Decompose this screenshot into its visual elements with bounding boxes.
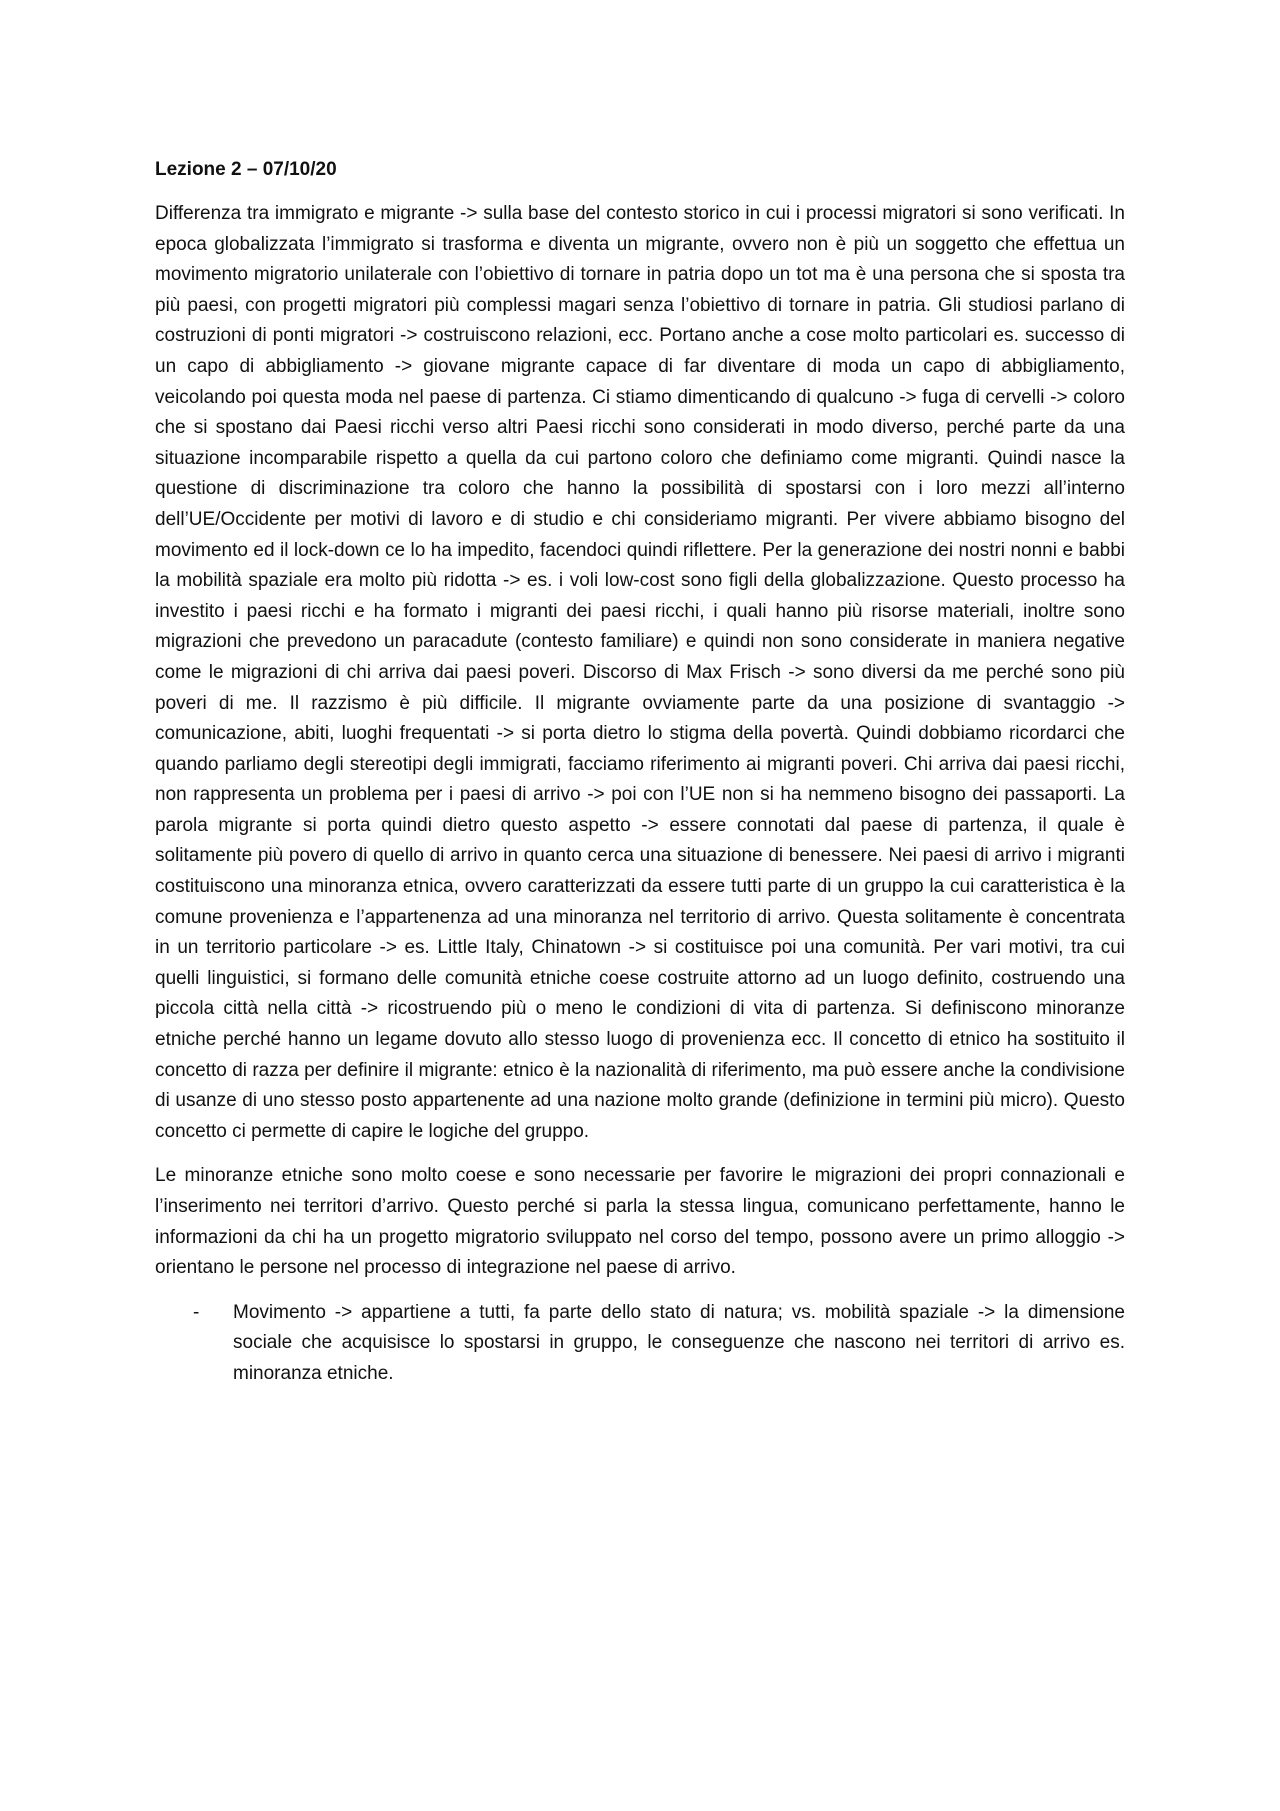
bullet-text: Movimento -> appartiene a tutti, fa parte dello stato di natura; vs. mobilità spaziale -> la dimensione sociale che acquisisce lo spostarsi in gruppo, le conseguenze che nascono nei territori di arrivo es. minoranza etniche. [233, 1301, 1125, 1384]
bullet-list [155, 1298, 1125, 1390]
paragraph-minoranze-etniche: Le minoranze etniche sono molto coese e sono necessarie per favorire le migrazioni dei propri connazionali e l’inserimento nei territori d’arrivo. Questo perché si parla la stessa lingua, comunicano perfettamente, hanno le informazioni da chi ha un progetto migratorio sviluppato nel corso del tempo, possono avere un primo alloggio -> orientano le persone nel processo di integrazione nel paese di arrivo. [155, 1165, 1125, 1279]
paragraph-immigrato-migrante: Differenza tra immigrato e migrante -> sulla base del contesto storico in cui i processi migratori si sono verificati. In epoca globalizzata l’immigrato si trasforma e diventa un migrante, ovvero non è più un soggetto che effettua un movimento migratorio unilaterale con l’obiettivo di tornare in patria dopo un tot ma è una persona che si sposta tra più paesi, con progetti migratori più complessi magari senza l’obiettivo di tornare in patria. Gli studiosi parlano di costruzioni di ponti migratori -> costruiscono relazioni, ecc. Portano anche a cose molto particolari es. successo di un capo di abbigliamento -> giovane migrante capace di far diventare di moda un capo di abbigliamento, veicolando poi questa moda nel paese di partenza. Ci stiamo dimenticando di qualcuno -> fuga di cervelli -> coloro che si spostano dai Paesi ricchi verso altri Paesi ricchi sono considerati in modo diverso, perché parte da una situazione incomparabile rispetto a quella da cui partono coloro che definiamo come migranti. Quindi nasce la questione di discriminazione tra coloro che hanno la possibilità di spostarsi con i loro mezzi all’interno dell’UE/Occidente per motivi di lavoro e di studio e chi consideriamo migranti. Per vivere abbiamo bisogno del movimento ed il lock-down ce lo ha impedito, facendoci quindi riflettere. Per la generazione dei nostri nonni e babbi la mobilità spaziale era molto più ridotta -> es. i voli low-cost sono figli della globalizzazione. Questo processo ha investito i paesi ricchi e ha formato i migranti dei paesi ricchi, i quali hanno più risorse materiali, inoltre sono migrazioni che prevedono un paracadute (contesto familiare) e quindi non sono considerate in maniera negative come le migrazioni di chi arriva dai paesi poveri. Discorso di Max Frisch -> sono diversi da me perché sono più poveri di me. Il razzismo è più difficile. Il migrante ovviamente parte da una posizione di svantaggio -> comunicazione, abiti, luoghi frequentati -> si porta dietro lo stigma della povertà. Quindi dobbiamo ricordarci che quando parliamo degli stereotipi degli immigrati, facciamo riferimento ai migranti poveri. Chi arriva dai paesi ricchi, non rappresenta un problema per i paesi di arrivo -> poi con l’UE non si ha nemmeno bisogno dei passaporti. La parola migrante si porta quindi dietro questo aspetto -> essere connotati dal paese di partenza, il quale è solitamente più povero di quello di arrivo in quanto cerca una situazione di benessere. Nei paesi di arrivo i migranti costituiscono una minoranza etnica, ovvero caratterizzati da essere tutti parte di un gruppo la cui caratteristica è la comune provenienza e l’appartenenza ad una minoranza nel territorio di arrivo. Questa solitamente è concentrata in un territorio particolare -> es. Little Italy, Chinatown -> si costituisce poi una comunità. Per vari motivi, tra cui quelli linguistici, si formano delle comunità etniche coese costruite attorno ad un luogo definito, costruendo una piccola città nella città -> ricostruendo più o meno le condizioni di vita di partenza. Si definiscono minoranze etniche perché hanno un legame dovuto allo stesso luogo di provenienza ecc. Il concetto di etnico ha sostituito il concetto di razza per definire il migrante: etnico è la nazionalità di riferimento, ma può essere anche la condivisione di usanze di uno stesso posto appartenente ad una nazione molto grande (definizione in termini più micro). Questo concetto ci permette di capire le logiche del gruppo. [155, 203, 1125, 1142]
document-body [155, 155, 1125, 1390]
bullet-dash-icon: - [193, 1301, 200, 1323]
bullet-item-movimento [155, 1298, 1125, 1390]
lesson-heading: Lezione 2 – 07/10/20 [155, 159, 337, 180]
